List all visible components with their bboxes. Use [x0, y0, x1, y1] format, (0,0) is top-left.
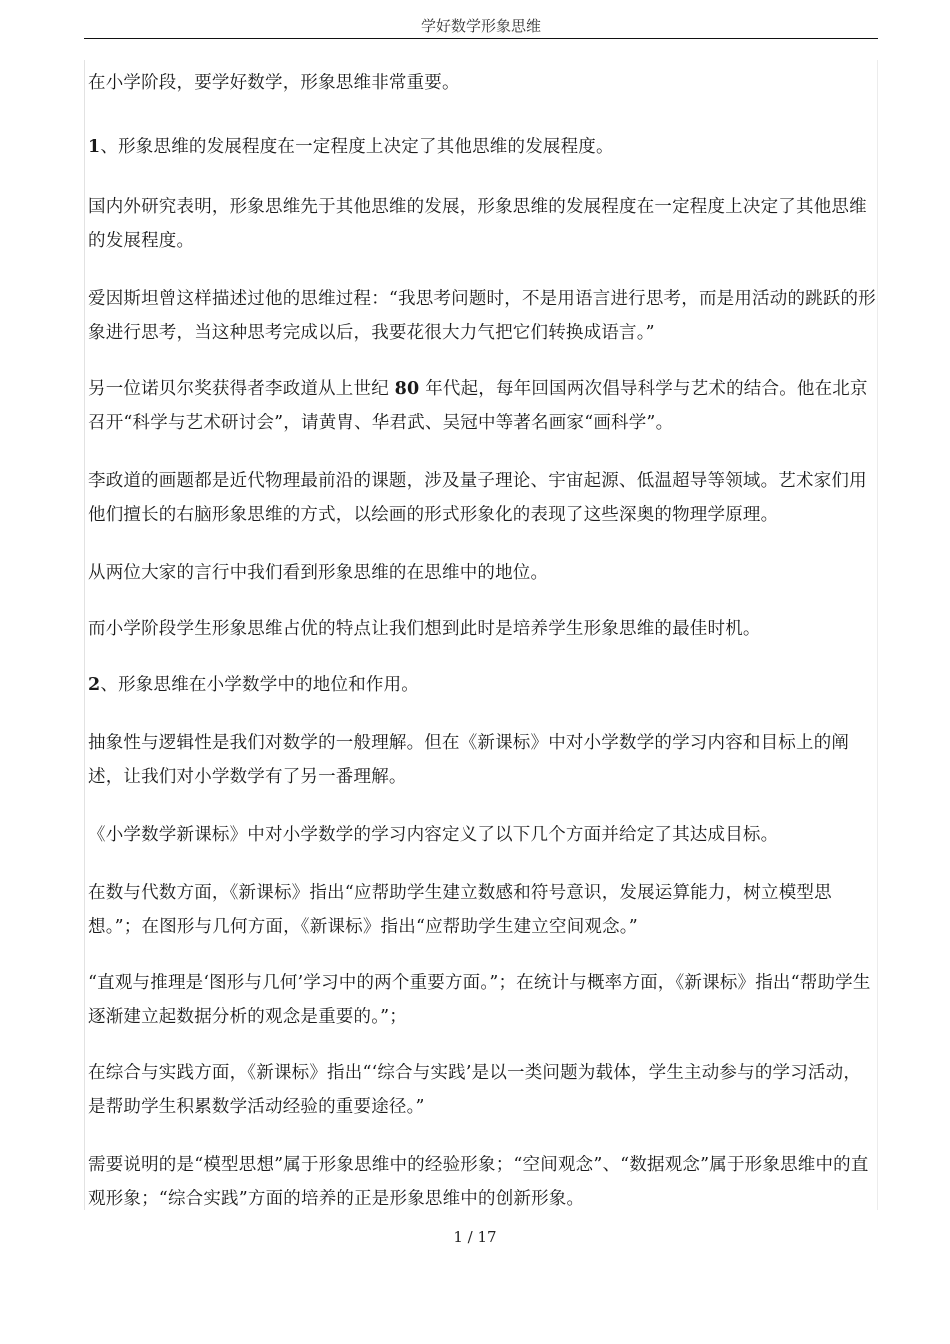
section-heading-1	[88, 130, 878, 164]
paragraph: 从两位大家的言行中我们看到形象思维的在思维中的地位。	[88, 563, 549, 583]
paragraph: 需要说明的是“模型思想”属于形象思维中的经验形象；“空间观念”、“数据观念”属于形象思维中的直观形象；“综合实践”方面的培养的正是形象思维中的创新形象。	[88, 1155, 869, 1209]
paragraph-text: 另一位诺贝尔奖获得者李政道从上世纪	[88, 379, 395, 399]
paragraph: 在综合与实践方面，《新课标》指出“‘综合与实践’是以一类问题为载体，学生主动参与的学习活动，是帮助学生积累数学活动经验的重要途径。”	[88, 1063, 862, 1117]
document-body	[84, 60, 878, 1210]
page-header-title: 学好数学形象思维	[84, 14, 878, 39]
page-indicator: 1 / 17	[453, 1228, 497, 1246]
paragraph: 国内外研究表明，形象思维先于其他思维的发展，形象思维的发展程度在一定程度上决定了其他思维的发展程度。	[88, 197, 867, 251]
year-number: 80	[394, 379, 420, 399]
paragraph: “直观与推理是‘图形与几何’学习中的两个重要方面。”；在统计与概率方面，《新课标》指出“帮助学生逐渐建立起数据分析的观念是重要的。”；	[88, 973, 871, 1027]
paragraph: 在数与代数方面，《新课标》指出“应帮助学生建立数感和符号意识，发展运算能力，树立模型思想。”；在图形与几何方面，《新课标》指出“应帮助学生建立空间观念。”	[88, 883, 832, 937]
section-heading-2	[88, 668, 878, 702]
paragraph-text: 年代起，每年回国两次倡导科学与艺术的结合。他在北京召开“科学与艺术研讨会”，请黄胄、华君武、吴冠中等著名画家“画科学”。	[88, 379, 868, 433]
paragraph-intro: 在小学阶段，要学好数学，形象思维非常重要。	[88, 73, 460, 93]
paragraph: 抽象性与逻辑性是我们对数学的一般理解。但在《新课标》中对小学数学的学习内容和目标上的阐述，让我们对小学数学有了另一番理解。	[88, 733, 850, 787]
section-heading-text: 、形象思维在小学数学中的地位和作用。	[100, 675, 419, 695]
paragraph-einstein-quote: 爱因斯坦曾这样描述过他的思维过程：“我思考问题时，不是用语言进行思考，而是用活动的跳跃的形象进行思考，当这种思考完成以后，我要花很大力气把它们转换成语言。”	[88, 289, 876, 343]
section-number: 2	[88, 675, 101, 695]
paragraph-lee-tsung-dao	[88, 372, 878, 440]
section-heading-text: 、形象思维的发展程度在一定程度上决定了其他思维的发展程度。	[100, 137, 614, 157]
section-number: 1	[88, 137, 101, 157]
paragraph: 而小学阶段学生形象思维占优的特点让我们想到此时是培养学生形象思维的最佳时机。	[88, 619, 761, 639]
paragraph: 《小学数学新课标》中对小学数学的学习内容定义了以下几个方面并给定了其达成目标。	[88, 825, 779, 845]
paragraph: 李政道的画题都是近代物理最前沿的课题，涉及量子理论、宇宙起源、低温超导等领域。艺术家们用他们擅长的右脑形象思维的方式，以绘画的形式形象化的表现了这些深奥的物理学原理。	[88, 471, 867, 525]
